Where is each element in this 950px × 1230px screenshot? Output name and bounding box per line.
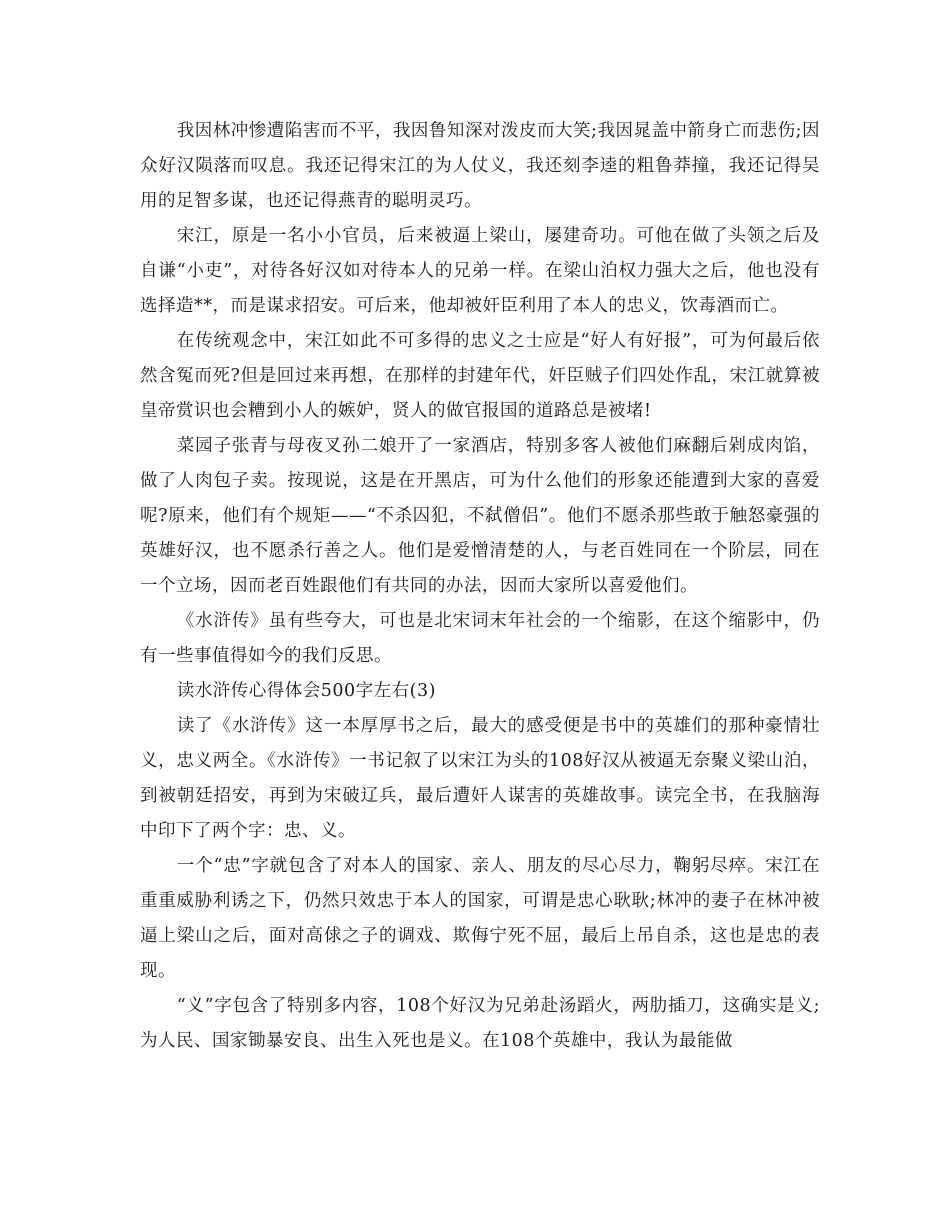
paragraph: 我因林冲惨遭陷害而不平，我因鲁知深对泼皮而大笑;我因晁盖中箭身亡而悲伤;因众好汉陨落而叹息。我还记得宋江的为人仗义，我还刻李逵的粗鲁莽撞，我还记得吴用的足智多谋，也还记得燕青的聪明灵巧。: [140, 121, 820, 211]
document-body: [140, 114, 820, 1059]
paragraph: 一个“忠”字就包含了对本人的国家、亲人、朋友的尽心尽力，鞠躬尽瘁。宋江在重重威胁利诱之下，仍然只效忠于本人的国家，可谓是忠心耿耿;林冲的妻子在林冲被逼上梁山之后，面对高俅之子的调戏、欺侮宁死不屈，最后上吊自杀，这也是忠的表现。: [140, 856, 820, 981]
paragraph: 菜园子张青与母夜叉孙二娘开了一家酒店，特别多客人被他们麻翻后剁成肉馅，做了人肉包子卖。按现说，这是在开黑店，可为什么他们的形象还能遭到大家的喜爱呢?原来，他们有个规矩——“不杀囚犯，不弑僧侣”。他们不愿杀那些敢于触怒豪强的英雄好汉，也不愿杀行善之人。他们是爱憎清楚的人，与老百姓同在一个阶层，同在一个立场，因而老百姓跟他们有共同的办法，因而大家所以喜爱他们。: [140, 436, 820, 596]
paragraph: 《水浒传》虽有些夸大，可也是北宋词末年社会的一个缩影，在这个缩影中，仍有一些事值得如今的我们反思。: [140, 611, 820, 666]
paragraph: “义”字包含了特别多内容，108个好汉为兄弟赴汤蹈火，两肋插刀，这确实是义;为人民、国家锄暴安良、出生入死也是义。在108个英雄中，我认为最能做: [140, 996, 820, 1051]
section-heading: 读水浒传心得体会500字左右(3): [176, 681, 436, 701]
paragraph: 读了《水浒传》这一本厚厚书之后，最大的感受便是书中的英雄们的那种豪情壮义，忠义两全。《水浒传》一书记叙了以宋江为头的108好汉从被逼无奈聚义梁山泊，到被朝廷招安，再到为宋破辽兵，最后遭奸人谋害的英雄故事。读完全书，在我脑海中印下了两个字：忠、义。: [140, 716, 820, 841]
paragraph: 在传统观念中，宋江如此不可多得的忠义之士应是“好人有好报”，可为何最后依然含冤而死?但是回过来再想，在那样的封建年代，奸臣贼子们四处作乱，宋江就算被皇帝赏识也会糟到小人的嫉妒，贤人的做官报国的道路总是被堵!: [140, 331, 820, 421]
paragraph: 宋江，原是一名小小官员，后来被逼上梁山，屡建奇功。可他在做了头领之后及自谦“小吏”，对待各好汉如对待本人的兄弟一样。在梁山泊权力强大之后，他也没有选择造**，而是谋求招安。可后来，他却被奸臣利用了本人的忠义，饮毒酒而亡。: [140, 226, 820, 316]
